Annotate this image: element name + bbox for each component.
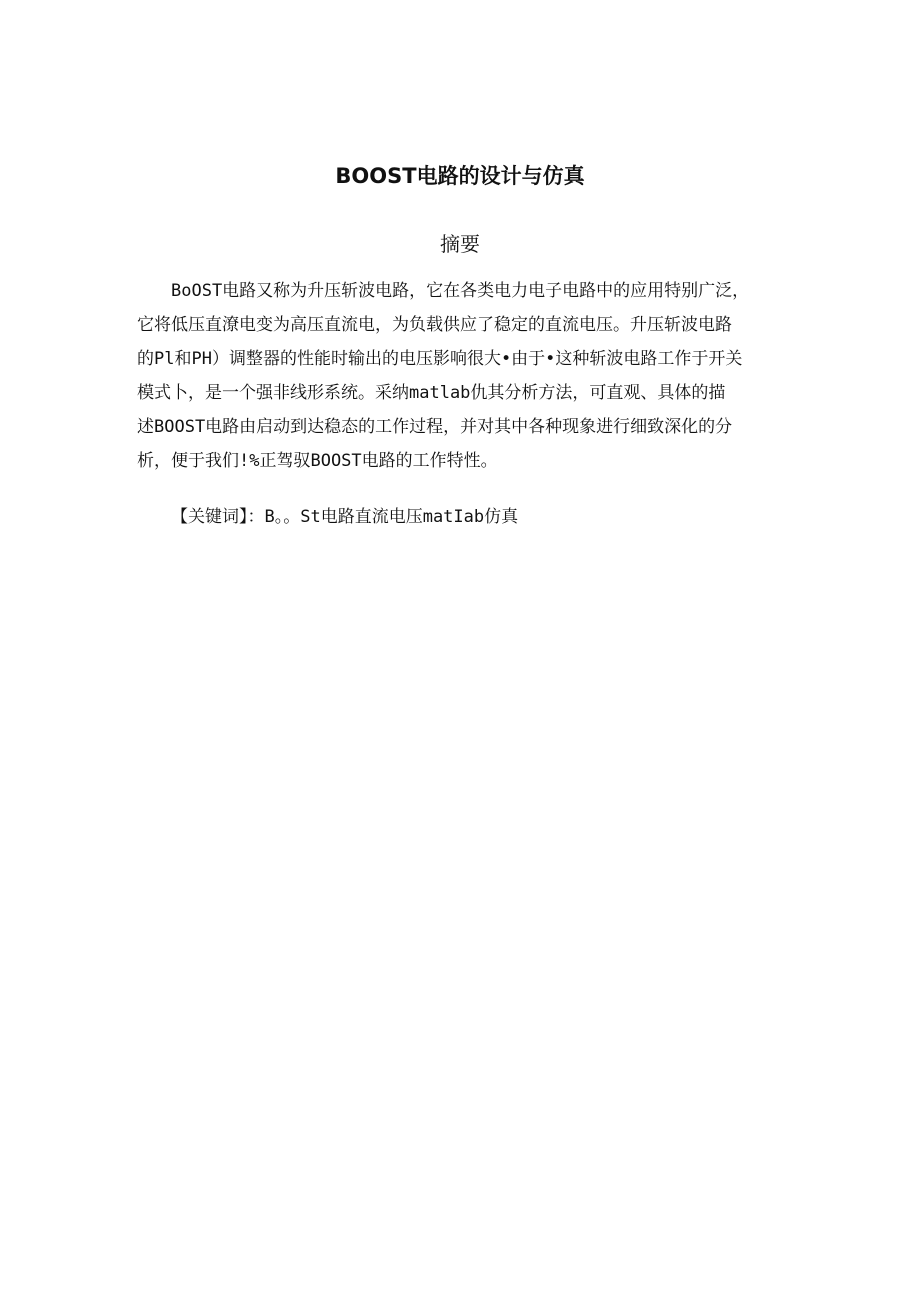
abstract-line: 析，便于我们!%正驾驭BOOST电路的工作特性。: [137, 451, 498, 471]
document-title: BOOST电路的设计与仿真: [335, 164, 585, 188]
keywords-line: 【关键词】：B。。St电路直流电压matIab仿真: [171, 507, 519, 527]
abstract-line: 它将低压直潦电变为高压直流电，为负载供应了稳定的直流电压。升压斩波电路: [137, 315, 732, 335]
abstract-line: 模式卜，是一个强非线形系统。采纳matlab仇其分析方法，可直观、具体的描: [137, 383, 726, 403]
abstract-line: 述BOOST电路由启动到达稳态的工作过程，并对其中各种现象进行细致深化的分: [137, 417, 733, 437]
abstract-paragraph: [137, 274, 787, 478]
abstract-line: BoOST电路又称为升压斩波电路，它在各类电力电子电路中的应用特别广泛，: [171, 281, 750, 301]
abstract-heading: 摘要: [440, 232, 480, 256]
abstract-line: 的Pl和PH）调整器的性能时输出的电压影响很大•由于•这种斩波电路工作于开关: [137, 349, 743, 369]
